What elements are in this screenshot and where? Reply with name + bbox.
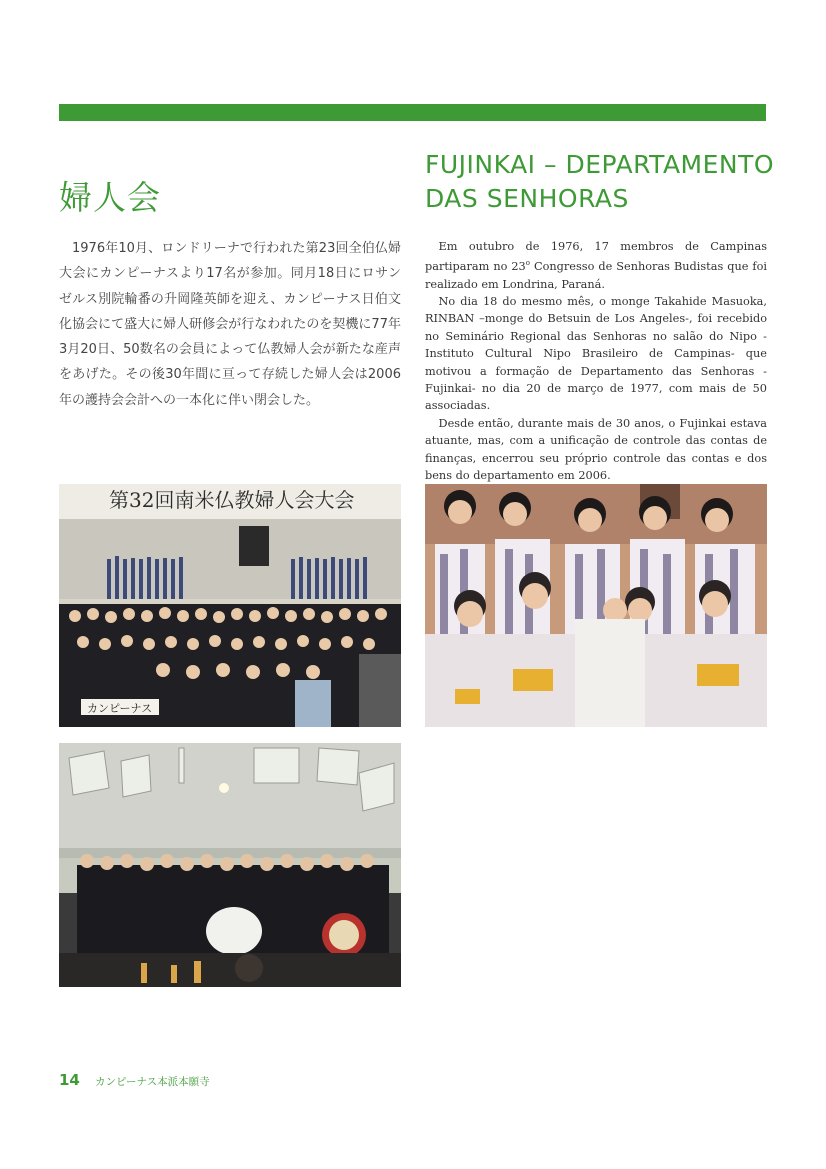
pt-p1-text-a: Em outubro de 1976, 17 membros de Campinas partiparam no 23: [425, 240, 767, 274]
japanese-paragraph: 1976年10月、ロンドリーナで行われた第23回全伯仏婦大会にカンピーナスより17名が参加。同月18日にロサンゼルス別院輪番の升岡隆英師を迎え、カンピーナス日伯文化協会にて盛大に婦人研修会が行なわれたのを契機に77年3月20日、50数名の会員によって仏教婦人会が新たな産声をあげた。その後30年間に亘って存続した婦人会は2006年の護持会会計への一本化に伴い閉会した。: [59, 241, 401, 408]
pt-p1-text-b: Congresso de Senhoras Budistas que foi realizado em Londrina, Paraná.: [425, 260, 767, 291]
banner-text: 第32回南米仏教婦人会大会: [109, 488, 355, 512]
page-footer: [59, 1070, 210, 1089]
japanese-section-title: 婦人会: [59, 178, 161, 217]
header-accent-bar: [59, 104, 766, 121]
page-number: 14: [59, 1071, 80, 1089]
portuguese-body-text: [425, 238, 767, 484]
portuguese-title-line-2: DAS SENHORAS: [425, 184, 629, 213]
portuguese-paragraph-2: No dia 18 do mesmo mês, o monge Takahide Masuoka, RINBAN –monge do Betsuin de Los Angeles-, foi recebido no Seminário Regional das Senhoras no salão do Nipo -Instituto Cultural Nipo Brasileiro de Campinas- que motivou a formação de Departamento das Senhoras -Fujinkai- no dia 20 de março de 1977, com mais de 50 associadas.: [425, 294, 767, 413]
photo-members-in-yukata: [425, 484, 767, 727]
portuguese-section-title: [425, 148, 774, 216]
photo-sign-text: カンピーナス: [87, 702, 153, 715]
portuguese-paragraph-3: Desde então, durante mais de 30 anos, o Fujinkai estava atuante, mas, com a unificação de controle das contas de finanças, encerrou seu próprio controle das contas e dos bens do departamento em 2006.: [425, 416, 767, 483]
photo-choir-stage: [59, 743, 401, 987]
japanese-body-text: [59, 236, 401, 413]
photo-convention-group: [59, 484, 401, 727]
portuguese-title-line-1: FUJINKAI – DEPARTAMENTO: [425, 150, 775, 179]
ordinal-superscript: o: [525, 259, 530, 268]
portuguese-paragraph-1: [425, 238, 767, 293]
publication-title: カンピーナス本派本願寺: [94, 1076, 210, 1088]
